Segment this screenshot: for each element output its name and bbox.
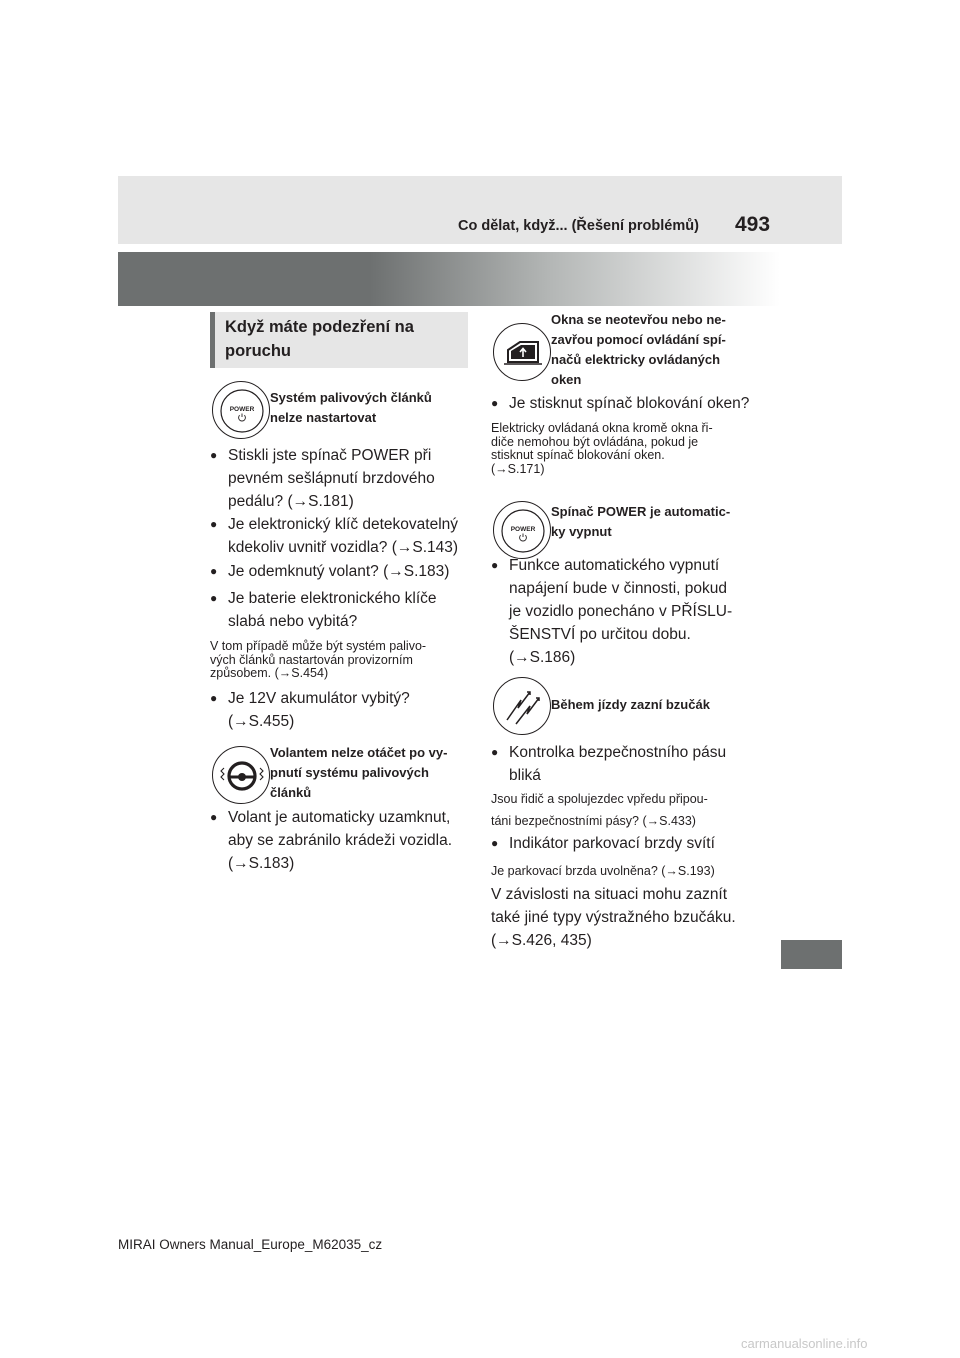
gradient-band: [118, 252, 780, 306]
footer-manual-id: MIRAI Owners Manual_Europe_M62035_cz: [118, 1237, 383, 1252]
note-seatbelt: Jsou řidič a spolujezdec vpředu připou- táni bezpečnostními pásy? (→S.433): [491, 792, 708, 828]
bullet-12v-battery: ● Je 12V akumulátor vybitý? (→S.455): [210, 687, 410, 733]
power-button-icon-2: [493, 501, 551, 559]
bullet-electronic-key: ● Je elektronický klíč detekovatelný kdekoliv uvnitř vozidla? (→S.143): [210, 513, 458, 559]
bullet-auto-power-off: ● Funkce automatického vypnutí napájení bude v činnosti, pokud je vozidlo ponecháno v PŘÍSLU- ŠENSTVÍ po určitou dobu. (→S.186): [491, 554, 732, 669]
chapter-tab: [781, 940, 842, 969]
watermark: carmanualsonline.info: [741, 1336, 868, 1351]
bullet-seatbelt-light: ● Kontrolka bezpečnostního pásu bliká: [491, 741, 726, 787]
section-heading: [210, 312, 468, 368]
note-provisional-start: V tom případě může být systém palivo- vých článků nastartován provizorním způsobem. (→S.454): [210, 639, 427, 680]
buzzer-icon: [493, 677, 551, 735]
bullet-steering-locked: ● Volant je automaticky uzamknut, aby se zabránilo krádeži vozidla. (→S.183): [210, 806, 452, 875]
item-label-start-failure: Systém palivových článků nelze nastartovat: [270, 390, 432, 425]
steering-wheel-icon: [212, 746, 270, 804]
power-button-icon: [212, 381, 270, 439]
bullet-power-switch: ● Stiskli jste spínač POWER při pevném sešlápnutí brzdového pedálu? (→S.181): [210, 444, 435, 513]
item-label-windows: Okna se neotevřou nebo ne- zavřou pomocí ovládání spí- načů elektricky ovládaných oken: [551, 312, 726, 387]
note-window-lock: Elektricky ovládaná okna kromě okna ři- diče nemohou být ovládána, pokud je stisknut spínač blokování oken. (→S.171): [491, 421, 713, 476]
window-lock-icon: [493, 323, 551, 381]
item-label-steering: Volantem nelze otáčet po vy- pnutí systému palivových článků: [270, 745, 448, 800]
page-number: 493: [735, 213, 771, 236]
chapter-title: Co dělat, když... (Řešení problémů): [458, 218, 699, 234]
power-icon-text-2: POWER: [510, 526, 536, 533]
bullet-key-battery: ● Je baterie elektronického klíče slabá nebo vybitá?: [210, 587, 437, 633]
bullet-steering-unlocked: ● Je odemknutý volant? (→S.183): [210, 560, 449, 583]
paragraph-other-buzzers: V závislosti na situaci mohu zaznít také jiné typy výstražného bzučáku. (→S.426, 435): [491, 886, 736, 949]
item-label-buzzer: Během jízdy zazní bzučák: [551, 697, 710, 712]
bullet-parking-brake: ● Indikátor parkovací brzdy svítí: [491, 832, 715, 855]
bullet-window-lock: ● Je stisknut spínač blokování oken?: [491, 392, 749, 415]
section-title-line2: poruchu: [225, 342, 291, 360]
item-label-power-off: Spínač POWER je automatic- ky vypnut: [551, 504, 731, 539]
note-parking-brake: Je parkovací brzda uvolněna? (→S.193): [491, 864, 715, 878]
power-icon-text: POWER: [229, 406, 255, 413]
section-title-line1: Když máte podezření na: [225, 318, 414, 336]
